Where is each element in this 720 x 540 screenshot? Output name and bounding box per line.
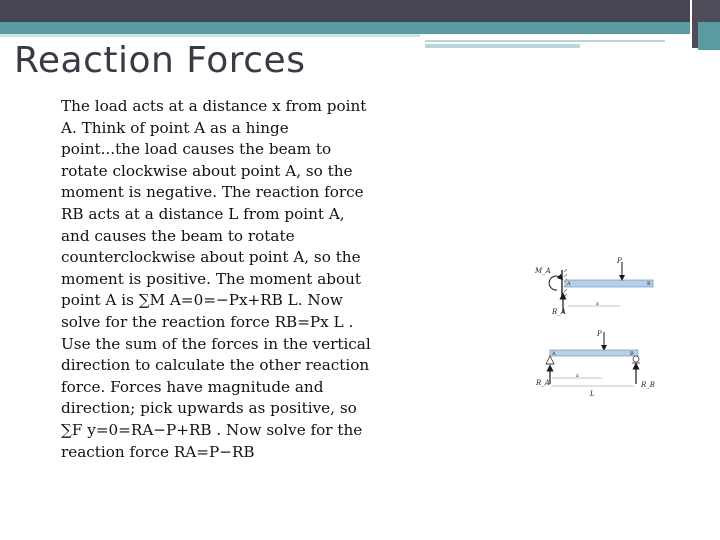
body-line: Use the sum of the forces in the vertical [61,334,371,353]
distance-label: x [596,301,599,307]
body-line: The load acts at a distance x from point [61,97,367,115]
body-line: force. Forces have magnitude and [61,377,324,396]
body-line: counterclockwise about point A, so the [61,248,361,267]
header-accent-line [425,44,580,48]
slide-title: Reaction Forces [14,40,306,81]
body-line: ∑F y=0=RA−P+RB . Now solve for the [61,420,363,439]
point-b-label: B [630,351,634,357]
cantilever-beam [565,280,653,287]
header-corner-accent [698,22,720,50]
body-line: reaction force RA=P−RB [61,442,255,461]
load-label: P [617,257,622,265]
beam-diagram [530,250,660,400]
distance-label: x [576,373,579,379]
reaction-b-label: R_B [641,381,655,389]
cantilever-diagram [534,257,653,316]
slide-body [61,96,381,463]
header-accent-line [425,40,665,42]
body-line: rotate clockwise about point A, so the [61,161,353,180]
load-label: P [597,330,602,338]
body-line: A. Think of point A as a hinge [61,118,289,137]
header-band-dark [0,0,690,22]
body-line: and causes the beam to rotate [61,226,295,245]
reaction-a-label: R_A [536,379,550,387]
body-line: RB acts at a distance L from point A, [61,204,345,223]
body-line: moment is positive. The moment about [61,269,362,288]
header-band-light [0,34,420,37]
roller-support [633,356,639,362]
body-line: moment is negative. The reaction force [61,183,364,202]
supported-beam [550,350,638,356]
point-a-label: A [552,351,556,357]
point-b-label: B [647,281,651,287]
body-line: point...the load causes the beam to [61,140,332,159]
point-a-label: A [567,281,571,287]
moment-arrow [549,276,561,290]
beam-diagram-svg [530,250,660,400]
body-line: solve for the reaction force RB=Px L . [61,312,354,331]
simply-supported-diagram [535,330,655,398]
header-band-teal [0,22,690,34]
body-line: point A is ∑M A=0=−Px+RB L. Now [61,291,343,310]
pin-support [546,356,554,364]
span-label: L [590,390,595,398]
body-line: direction; pick upwards as positive, so [61,399,357,418]
reaction-label: R_A [552,308,566,316]
body-line: direction to calculate the other reaction [61,356,370,375]
moment-label: M_A [535,267,551,275]
